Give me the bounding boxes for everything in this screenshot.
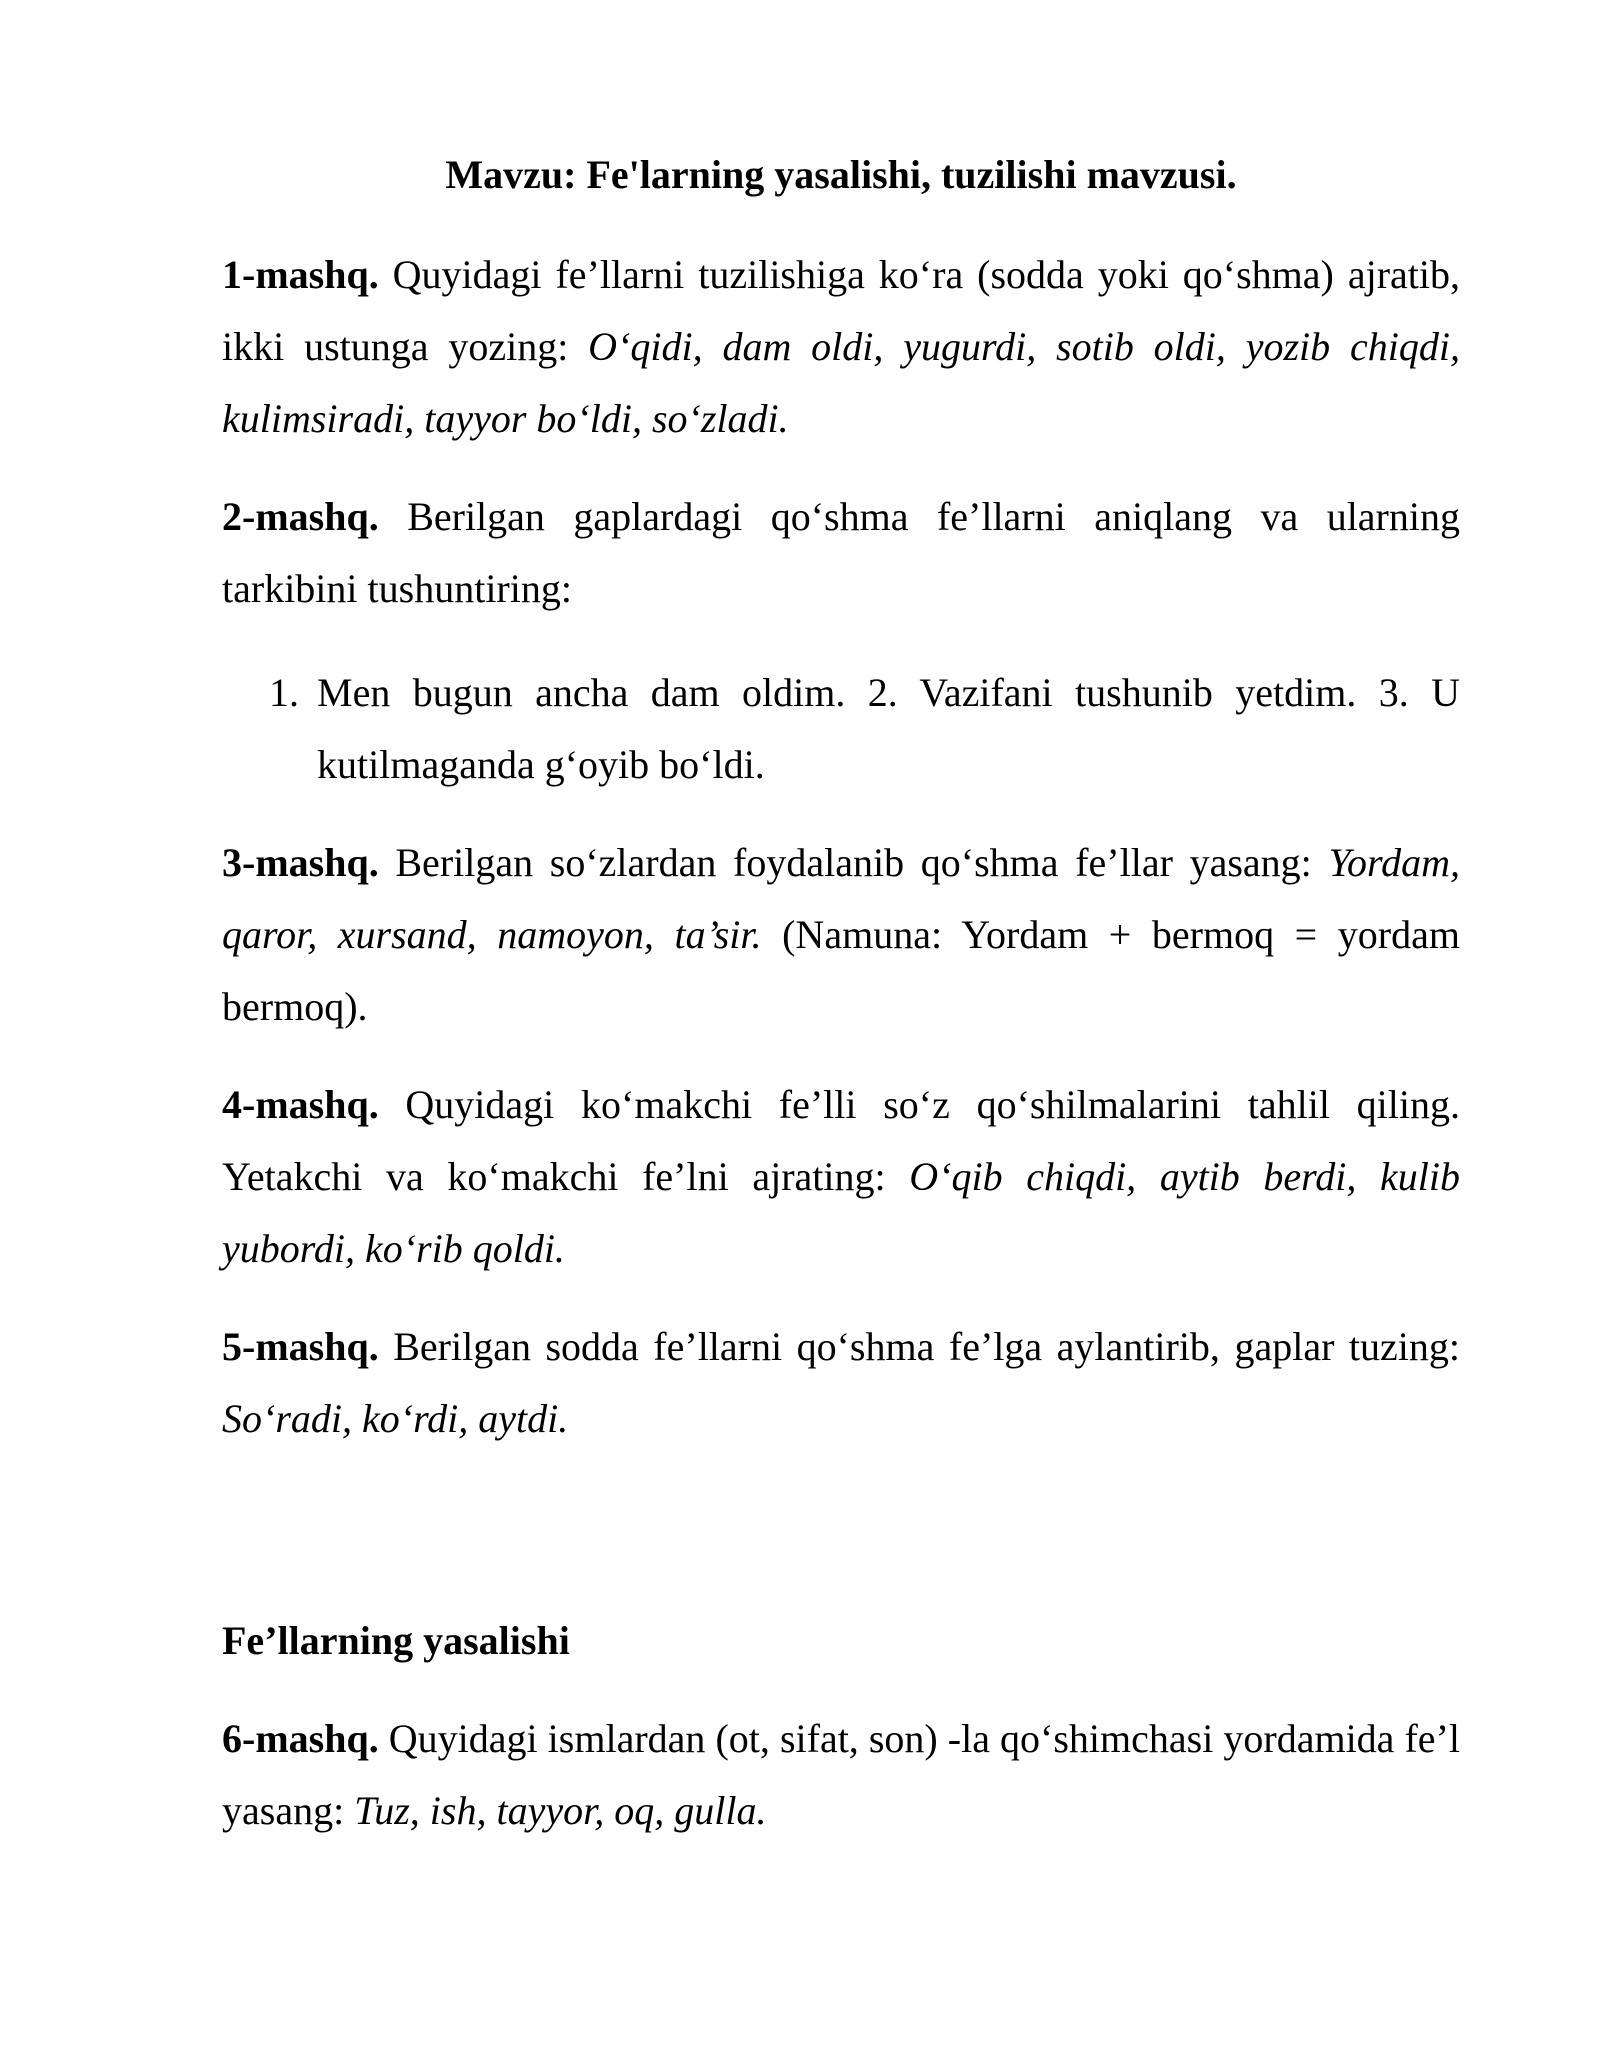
exercise-label: 1-mashq. (222, 252, 379, 297)
exercise-label: 2-mashq. (222, 494, 379, 539)
exercise-6 (222, 1703, 1460, 1847)
exercise-label: 6-mashq. (222, 1716, 379, 1761)
page-title: Mavzu: Fe'larning yasalishi, tuzilishi mavzusi. (445, 152, 1237, 197)
exercise-italic-words: O‘qidi, dam oldi, yugurdi, sotib oldi, yozib chiqdi, kulimsiradi, tayyor bo‘ldi, so‘zladi. (222, 324, 1460, 441)
exercise-label: 3-mashq. (222, 840, 379, 885)
exercise-text: Berilgan gaplardagi qo‘shma fe’llarni aniqlang va ularning tarkibini tushuntiring: (222, 494, 1460, 611)
list-item (222, 657, 1460, 801)
exercise-italic-words: So‘radi, ko‘rdi, aytdi. (222, 1396, 569, 1441)
list-text: Men bugun ancha dam oldim. 2. Vazifani tushunib yetdim. 3. U kutilmaganda g‘oyib bo‘ldi. (317, 670, 1460, 787)
section-heading: Fe’llarning yasalishi (222, 1618, 570, 1663)
exercise-2-sentences (222, 657, 1460, 801)
exercise-example: (Namuna: Yordam + bermoq = yordam bermoq). (222, 912, 1460, 1029)
exercise-label: 5-mashq. (222, 1324, 379, 1369)
exercise-text: Berilgan so‘zlardan foydalanib qo‘shma fe’llar yasang: (378, 840, 1329, 885)
exercise-text: Quyidagi fe’llarni tuzilishiga ko‘ra (sodda yoki qo‘shma) ajratib, ikki ustunga yozing: (222, 252, 1460, 369)
exercise-3 (222, 827, 1460, 1043)
exercise-4 (222, 1069, 1460, 1285)
exercise-1 (222, 239, 1460, 455)
exercise-text: Berilgan sodda fe’llarni qo‘shma fe’lga aylantirib, gaplar tuzing: (378, 1324, 1460, 1369)
exercise-italic-words: Tuz, ish, tayyor, oq, gulla. (354, 1788, 767, 1833)
exercise-text: Quyidagi ko‘makchi fe’lli so‘z qo‘shilmalarini tahlil qiling. Yetakchi va ko‘makchi fe’lni ajrating: (222, 1082, 1460, 1199)
exercise-2 (222, 481, 1460, 625)
exercise-5 (222, 1311, 1460, 1455)
list-number: 1. (269, 670, 299, 715)
exercise-italic-words: O‘qib chiqdi, aytib berdi, kulib yubordi, ko‘rib qoldi. (222, 1154, 1460, 1271)
exercise-italic-words: Yordam, qaror, xursand, namoyon, ta’sir. (222, 840, 1460, 957)
exercise-label: 4-mashq. (222, 1082, 379, 1127)
exercise-text: Quyidagi ismlardan (ot, sifat, son) -la qo‘shimchasi yordamida fe’l yasang: (222, 1716, 1460, 1833)
